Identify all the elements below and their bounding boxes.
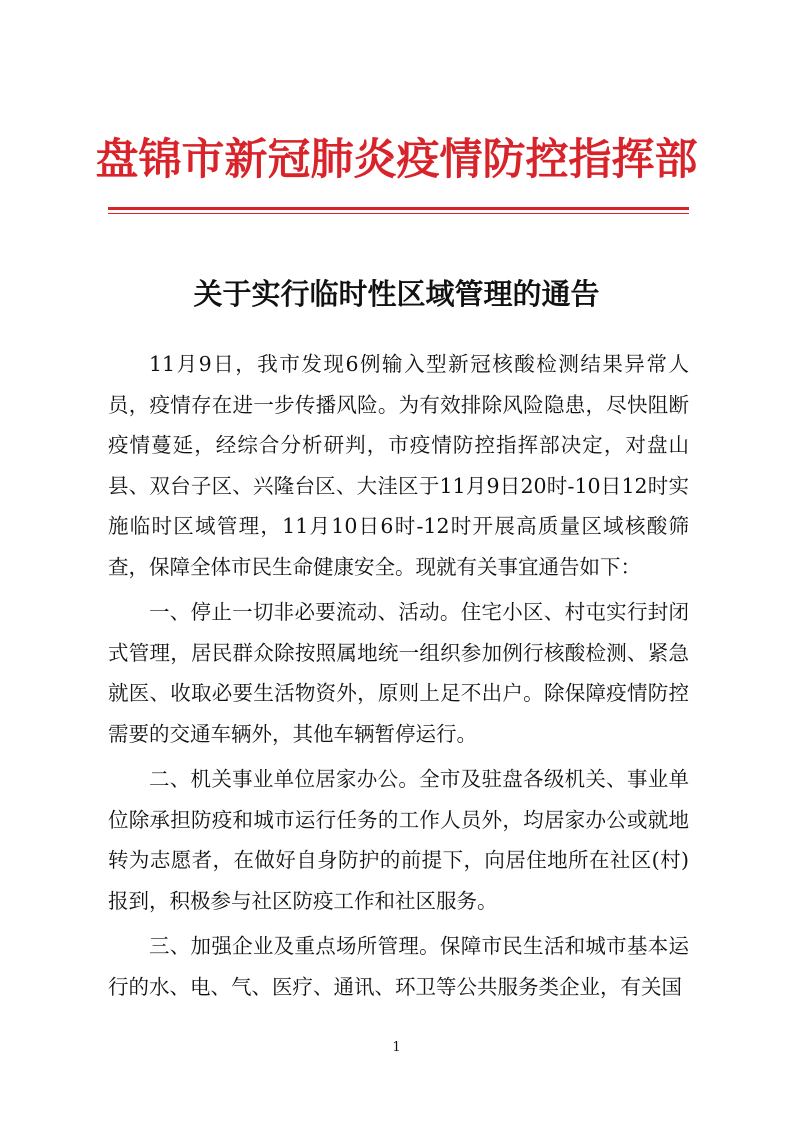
paragraph-text: 保障市民生活和城市基本运行的水、电、气、医疗、通讯、环卫等公共服务类企业，有关国: [108, 934, 690, 999]
document-body: [108, 344, 689, 1007]
header-divider-thin: [108, 213, 689, 214]
paragraph-lead: 二、机关事业单位居家办公。: [149, 767, 420, 791]
page-number: 1: [392, 1040, 401, 1055]
document-title: 关于实行临时性区域管理的通告: [193, 277, 600, 311]
paragraph-lead: 一、停止一切非必要流动、活动。: [149, 600, 461, 624]
paragraph-text: 11月9日，我市发现6例输入型新冠核酸检测结果异常人员，疫情存在进一步传播风险。为有效排除风险隐患，尽快阻断疫情蔓延，经综合分析研判，市疫情防控指挥部决定，对盘山县、双台子区、兴隆台区、大洼区于11月9日20时-10日12时实施临时区域管理，11月10日6时-12时开展高质量区域核酸筛查，保障全体市民生命健康安全。现就有关事宜通告如下：: [108, 352, 689, 579]
paragraph-item-3: [108, 926, 689, 1007]
header-divider-thick: [108, 207, 689, 210]
paragraph-intro: [108, 344, 689, 587]
paragraph-item-2: [108, 759, 689, 921]
paragraph-lead: 三、加强企业及重点场所管理。: [149, 934, 440, 958]
paragraph-item-1: [108, 592, 689, 754]
organization-header: 盘锦市新冠肺炎疫情防控指挥部: [95, 135, 698, 185]
paragraph-text: 住宅小区、村屯实行封闭式管理，居民群众除按照属地统一组织参加例行核酸检测、紧急就医、收取必要生活物资外，原则上足不出户。除保障疫情防控需要的交通车辆外，其他车辆暂停运行。: [108, 600, 690, 746]
paragraph-text: 全市及驻盘各级机关、事业单位除承担防疫和城市运行任务的工作人员外，均居家办公或就地转为志愿者，在做好自身防护的前提下，向居住地所在社区(村)报到，积极参与社区防疫工作和社区服务。: [108, 767, 689, 913]
